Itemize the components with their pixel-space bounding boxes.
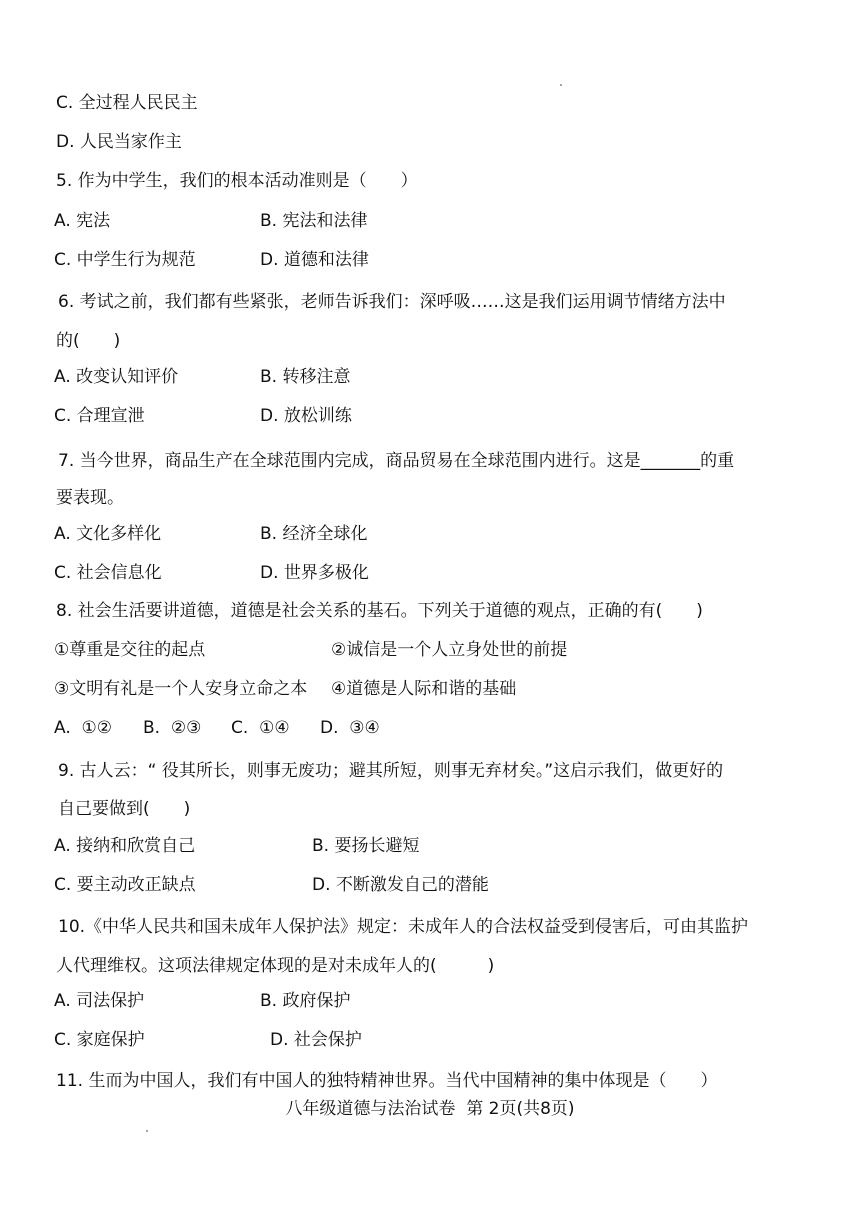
- q8-option-a: A. ①②: [54, 718, 113, 738]
- q10-option-b: B. 政府保护: [260, 991, 351, 1011]
- scan-speck: [146, 1130, 148, 1132]
- q5-stem: 5. 作为中学生，我们的根本活动准则是（ ）: [56, 171, 418, 191]
- q6-option-d: D. 放松训练: [260, 406, 352, 426]
- q5-option-c: C. 中学生行为规范: [54, 250, 196, 270]
- q9-option-a: A. 接纳和欣赏自己: [54, 836, 196, 856]
- q9-stem-line1: 9. 古人云：“ 役其所长，则事无废功；避其所短，则事无弃材矣。”这启示我们，做更好的: [58, 761, 724, 781]
- q7-option-c: C. 社会信息化: [54, 563, 162, 583]
- q8-item-4: ④道德是人际和谐的基础: [331, 679, 517, 699]
- q9-option-b: B. 要扬长避短: [312, 836, 420, 856]
- q10-stem-line1: 10.《中华人民共和国未成年人保护法》规定：未成年人的合法权益受到侵害后，可由其监护: [58, 917, 749, 937]
- scan-speck: [560, 84, 562, 86]
- q7-option-b: B. 经济全球化: [260, 524, 368, 544]
- q4-option-c: C. 全过程人民民主: [56, 93, 198, 113]
- q10-option-a: A. 司法保护: [54, 991, 145, 1011]
- q8-option-d: D. ③④: [320, 718, 380, 738]
- q8-stem: 8. 社会生活要讲道德，道德是社会关系的基石。下列关于道德的观点，正确的有( ): [56, 601, 703, 621]
- q11-stem: 11. 生而为中国人，我们有中国人的独特精神世界。当代中国精神的集中体现是（ ）: [56, 1071, 718, 1091]
- q6-stem-line2: 的( ): [56, 331, 121, 351]
- q6-option-a: A. 改变认知评价: [54, 367, 179, 387]
- q8-option-b: B. ②③: [143, 718, 202, 738]
- q8-item-1: ①尊重是交往的起点: [54, 640, 206, 660]
- q7-option-d: D. 世界多极化: [260, 563, 369, 583]
- q7-stem-line1: 7. 当今世界，商品生产在全球范围内完成，商品贸易在全球范围内进行。这是_______的重: [58, 451, 735, 471]
- q9-stem-line2: 自己要做到( ): [58, 799, 191, 819]
- q5-option-b: B. 宪法和法律: [260, 211, 368, 231]
- q7-stem-line2: 要表现。: [56, 488, 124, 508]
- q4-option-d: D. 人民当家作主: [56, 132, 182, 152]
- q5-option-a: A. 宪法: [54, 211, 111, 231]
- page-footer: 八年级道德与法治试卷 第 2页(共8页): [285, 1099, 575, 1119]
- q6-stem-line1: 6. 考试之前，我们都有些紧张，老师告诉我们：深呼吸……这是我们运用调节情绪方法中: [58, 292, 726, 312]
- q9-option-c: C. 要主动改正缺点: [54, 875, 196, 895]
- q6-option-b: B. 转移注意: [260, 367, 351, 387]
- q8-option-c: C. ①④: [231, 718, 290, 738]
- q10-option-c: C. 家庭保护: [54, 1030, 145, 1050]
- q10-stem-line2: 人代理维权。这项法律规定体现的是对未成年人的( ): [56, 956, 495, 976]
- q9-option-d: D. 不断激发自己的潜能: [312, 875, 489, 895]
- q8-item-2: ②诚信是一个人立身处世的前提: [331, 640, 568, 660]
- q8-item-3: ③文明有礼是一个人安身立命之本: [54, 679, 308, 699]
- q7-option-a: A. 文化多样化: [54, 524, 162, 544]
- q5-option-d: D. 道德和法律: [260, 250, 369, 270]
- q10-option-d: D. 社会保护: [270, 1030, 362, 1050]
- q6-option-c: C. 合理宣泄: [54, 406, 145, 426]
